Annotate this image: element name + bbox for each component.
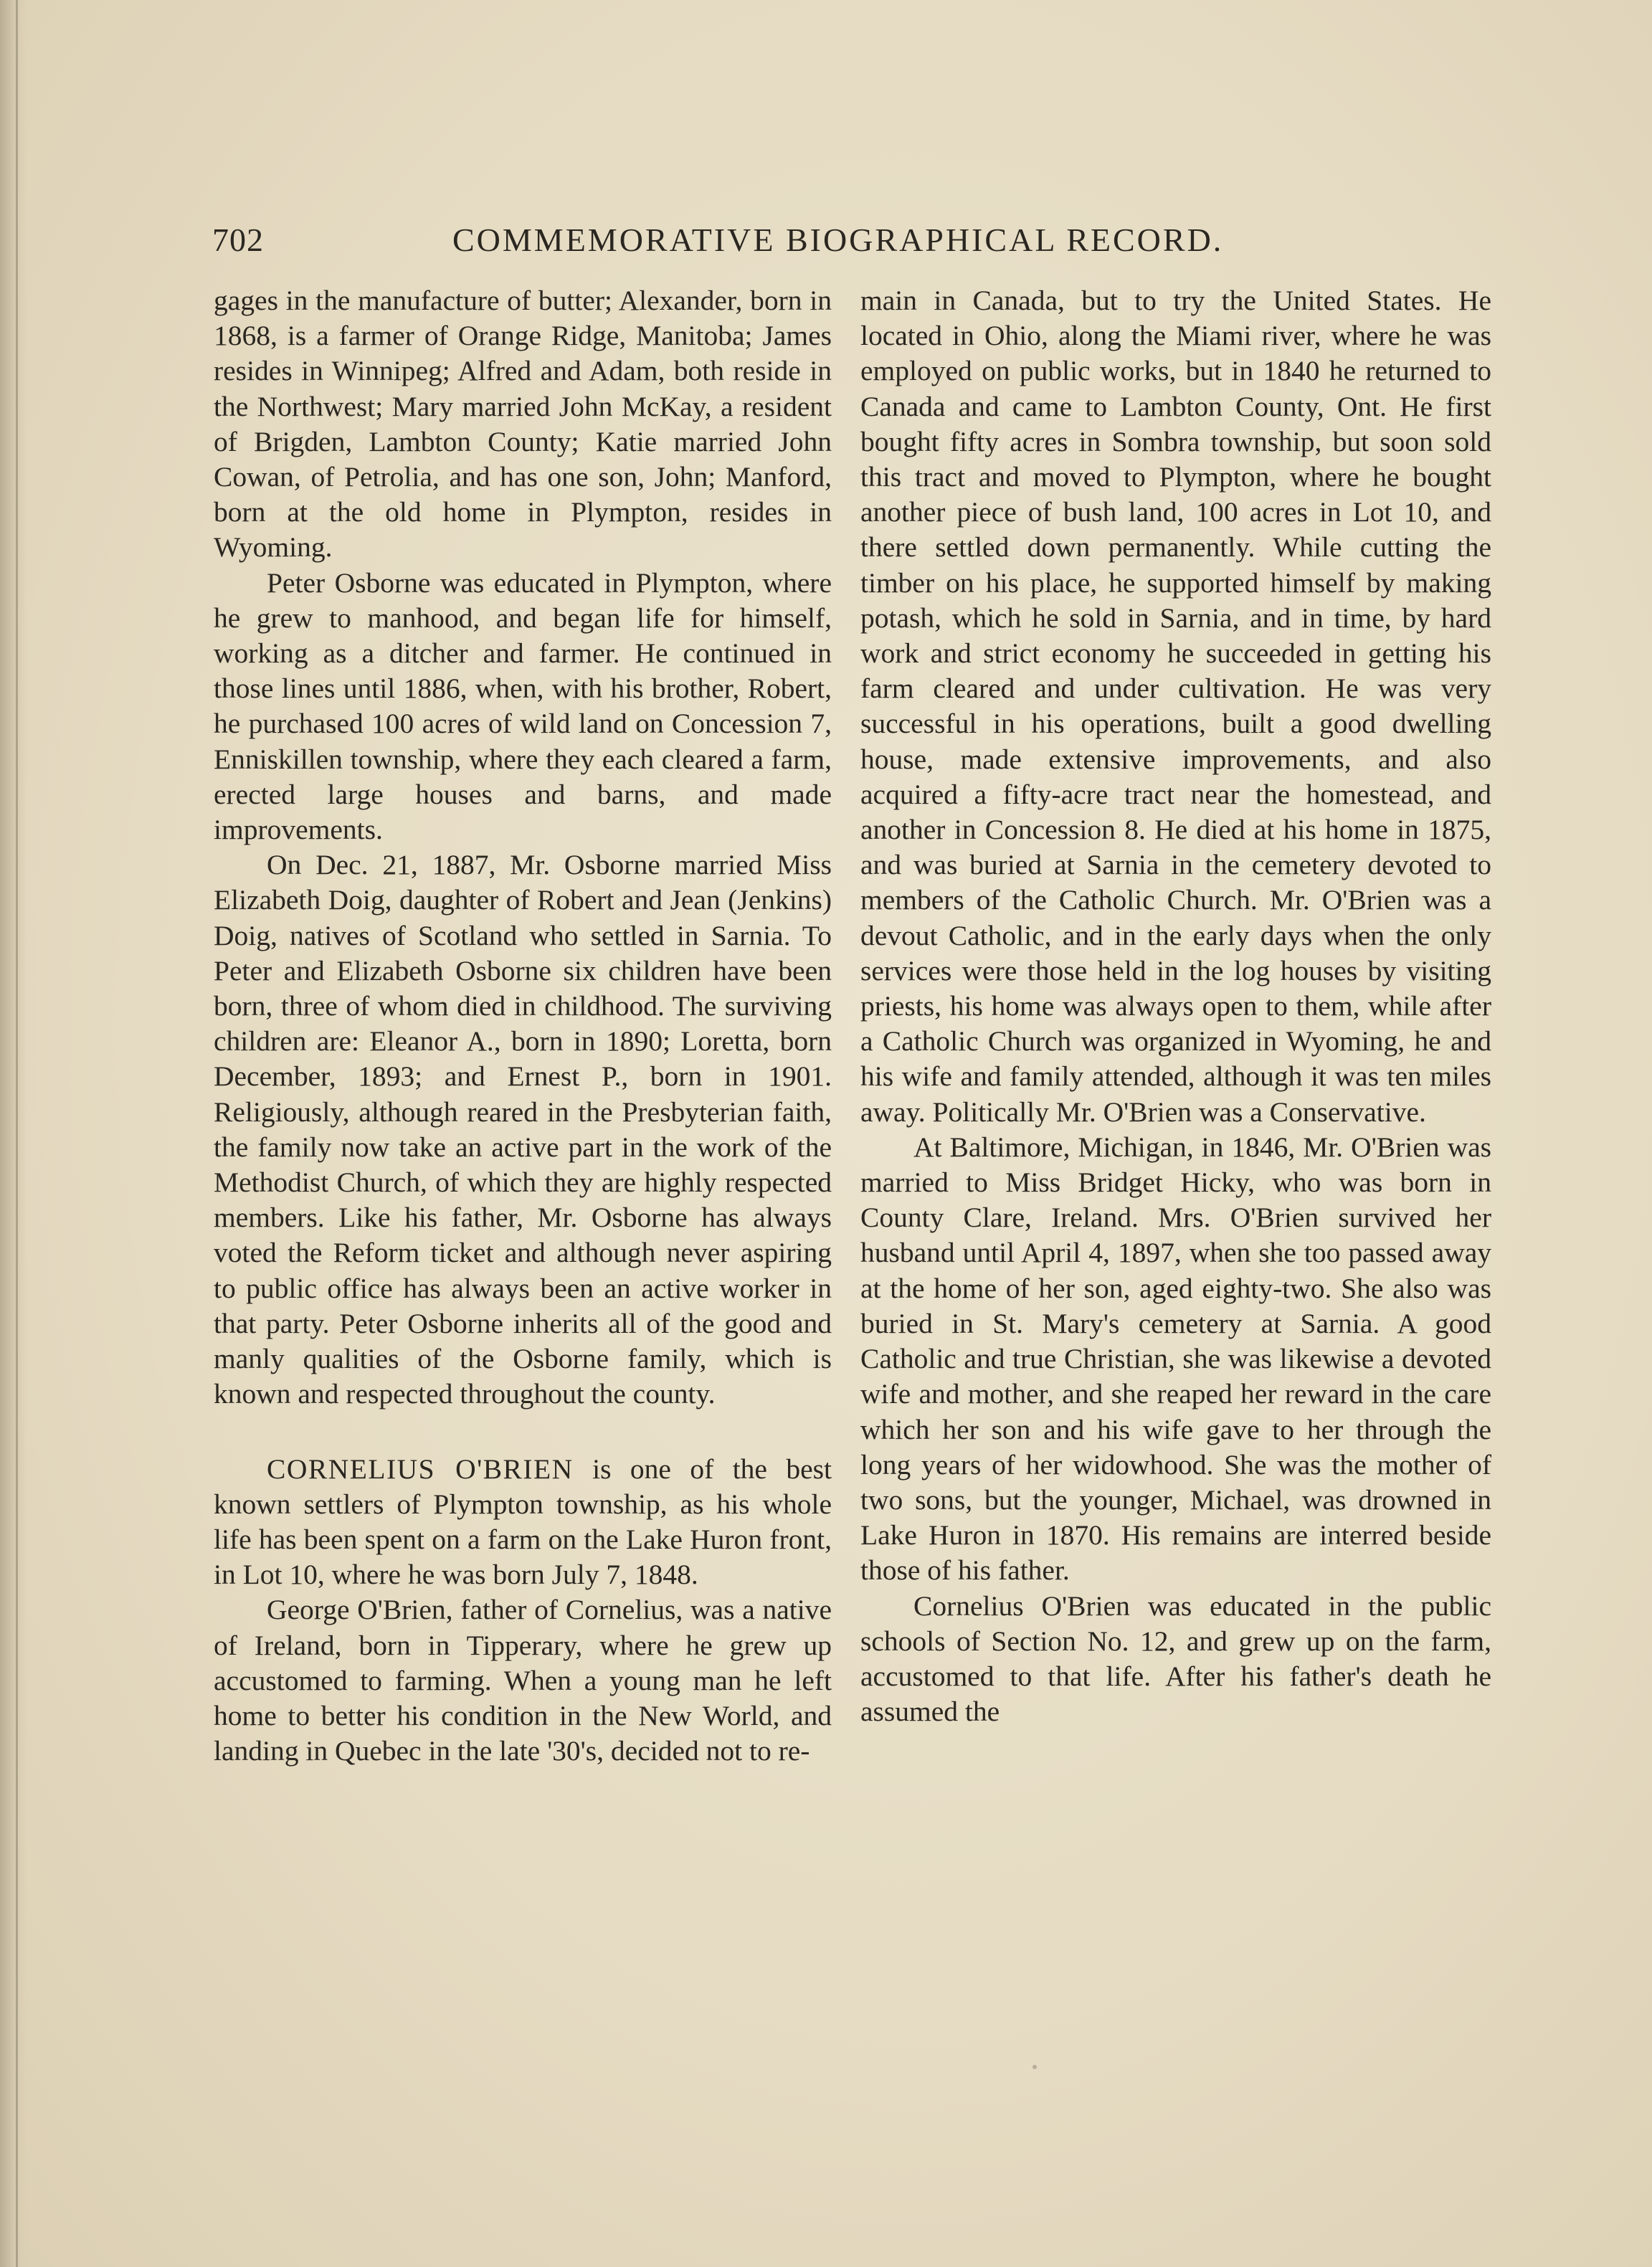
running-title: COMMEMORATIVE BIOGRAPHICAL RECORD. bbox=[452, 222, 1224, 258]
paragraph-george-continued: main in Canada, but to try the United States. He located in Ohio, along the Miami river, where he was employed on public works, but in 1840 he returned to Canada and came to Lambton County, Ont. He first bought fifty acres in Sombra township, but soon sold this tract and moved to Plympton, where he bought another piece of bush land, 100 acres in Lot 10, and there settled down permanently. While cutting the timber on his place, he supported himself by making potash, which he sold in Sarnia, and in time, by hard work and strict economy he succeeded in getting his farm cleared and under cultivation. He was very successful in his operations, built a good dwelling house, made extensive improvements, and also acquired a fifty-acre tract near the homestead, and another in Concession 8. He died at his home in 1875, and was buried at Sarnia in the cemetery devoted to members of the Catholic Church. Mr. O'Brien was a devout Catholic, and in the early days when the only services were those held in the log houses by visiting priests, his home was always open to them, while after a Catholic Church was organized in Wyoming, he and his wife and family attended, although it was ten miles away. Politically Mr. O'Brien was a Conservative. bbox=[860, 285, 1491, 1128]
paragraph-children-list: gages in the manufacture of butter; Alexander, born in 1868, is a farmer of Orange Ridge, Manitoba; James resides in Winnipeg; Alfred and Adam, both reside in the Northwest; Mary married John McKay, a resident of Brigden, Lambton County; Katie married John Cowan, of Petrolia, and has one son, John; Manford, born at the old home in Plympton, resides in Wyoming. bbox=[214, 285, 832, 564]
paragraph-peter-marriage: On Dec. 21, 1887, Mr. Osborne married Miss Elizabeth Doig, daughter of Robert and Jean (Jenkins) Doig, natives of Scotland who settled in Sarnia. To Peter and Elizabeth Osborne six children have been born, three of whom died in childhood. The surviving children are: Eleanor A., born in 1890; Loretta, born December, 1893; and Ernest P., born in 1901. Religiously, although reared in the Presbyterian faith, the family now take an active part in the work of the Methodist Church, of which they are highly respected members. Like his father, Mr. Osborne has always voted the Reform ticket and although never aspiring to public office has always been an active worker in that party. Peter Osborne inherits all of the good and manly qualities of the Osborne family, which is known and respected throughout the county. bbox=[214, 849, 832, 1410]
paragraph-obrien-intro bbox=[214, 1452, 832, 1593]
paragraph-obrien-marriage: At Baltimore, Michigan, in 1846, Mr. O'Brien was married to Miss Bridget Hicky, who was born in County Clare, Ireland. Mrs. O'Brien survived her husband until April 4, 1897, when she too passed away at the home of her son, aged eighty-two. She also was buried in St. Mary's cemetery at Sarnia. A good Catholic and true Christian, she was likewise a devoted wife and mother, and she reaped her reward in the care which her son and his wife gave to her through the long years of her widowhood. She was the mother of two sons, but the younger, Michael, was drowned in Lake Huron in 1870. His remains are interred beside those of his father. bbox=[860, 1131, 1491, 1587]
page-binding-shadow bbox=[0, 0, 27, 2267]
paragraph-george-obrien: George O'Brien, father of Cornelius, was a native of Ireland, born in Tipperary, where he grew up accustomed to farming. When a young man he left home to better his condition in the New World, and landing in Quebec in the late '30's, decided not to re- bbox=[214, 1594, 832, 1767]
paper-speck bbox=[1032, 2065, 1037, 2069]
biography-intro-text: is one of the best known settlers of Plympton township, as his whole life has been spent on a farm on the Lake Huron front, in Lot 10, where he was born July 7, 1848. bbox=[214, 1453, 832, 1591]
right-column bbox=[860, 283, 1491, 1729]
paragraph-peter-education: Peter Osborne was educated in Plympton, where he grew to manhood, and began life for himself, working as a ditcher and farmer. He continued in those lines until 1886, when, with his brother, Robert, he purchased 100 acres of wild land on Concession 7, Enniskillen township, where they each cleared a farm, erected large houses and barns, and made improvements. bbox=[214, 566, 832, 846]
page-number: 702 bbox=[212, 222, 264, 258]
page-binding-line bbox=[16, 0, 18, 2267]
left-column bbox=[214, 283, 832, 1769]
paragraph-cornelius-education: Cornelius O'Brien was educated in the public schools of Section No. 12, and grew up on the farm, accustomed to that life. After his father's death he assumed the bbox=[860, 1589, 1491, 1728]
biography-name: CORNELIUS O'BRIEN bbox=[267, 1453, 574, 1485]
page-header bbox=[212, 219, 1496, 262]
